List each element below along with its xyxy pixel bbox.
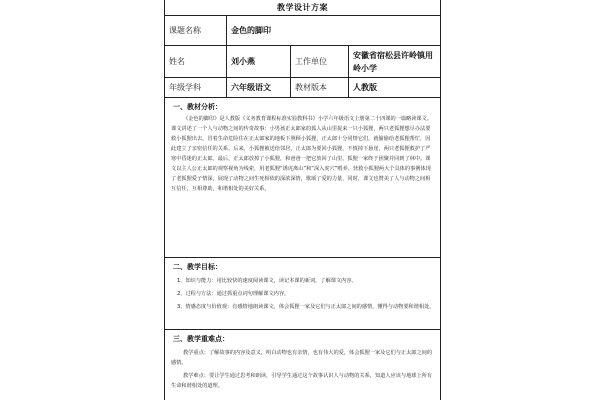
goals-section (165, 258, 440, 330)
topic-value-cell (227, 16, 440, 45)
work-value: 安徽省宿松县许岭镇用岭小学 (353, 50, 433, 73)
grade-value-cell (227, 78, 291, 97)
grade-row (165, 78, 440, 98)
keypoints-section (165, 330, 440, 400)
name-row (165, 46, 440, 78)
analysis-section (165, 98, 440, 258)
edition-value-cell (349, 78, 440, 97)
work-value-cell (349, 46, 440, 77)
goal-item: 1、知识与能力：用比较快的速度阅读课文，读记本课的新词，了解课文内容。 (177, 278, 357, 284)
edition-value: 人教版 (353, 83, 377, 92)
goal-item: 3、情感态度与价值观：有感情地朗读课文，体会狐狸一家及它们与正太郎之间的感情，懂得与动物要和谐相处。 (177, 304, 435, 310)
topic-row (165, 16, 440, 46)
name-label: 姓名 (169, 57, 185, 66)
edition-label-cell (291, 78, 349, 97)
work-label: 工作单位 (295, 57, 327, 66)
name-value-cell (227, 46, 291, 77)
topic-label: 课题名称 (169, 26, 201, 35)
lesson-plan-sheet (164, 0, 441, 400)
document-title: 教学设计方案 (277, 3, 328, 12)
goal-item: 2、过程与方法：通过抓重点词句理解课文内容。 (177, 291, 290, 297)
title-row (165, 0, 440, 16)
analysis-paragraph: 《金色的脚印》是人教版《义务教育课程标准实验教科书》小学六年级语文上册第二十四课的一篇略读课文。课文讲述了一个人与动物之间的传奇故事：小男孩正太郎家的狐人从山里捉来一只小狐狸，两只老狐狸想尽办法要救小狐狸出去，冒着生命危险住在正太郎家的地板下照顾小狐狸，正太郎十分同情它们，就偷偷给老狐狸帮忙，因此建立了亲密信任的关系。后来，小狐狸被送给邻居，正太郎为要回小狐狸，不慎掉下悬崖，两只老狐狸救护了严寒中昏迷的正太郎。最后，正太郎放掉了小狐狸，和爸爸一把它放回了山里。狐狸一家终于团聚并回到了林中。课文以主人公正太郎的观察视角为线索，用老狐狸“诱虎离山”和“深入虎穴”喂养、营救小狐狸两大个具体的事例体现了老狐狸爱子情深，展现了动物之间生死相依的深浓深情，歌颂了爱的力量，同时，课文也赞美了人与动物之间相互信任，互相尊助，和谐相处的美好关系。 (171, 116, 433, 192)
keypoint-text: 教学重点：了解故事的内容及意义，明白动物也有亲情，也有伟大的爱，体会狐狸一家及它们与正太郎之间的感情。 (171, 350, 433, 366)
grade-value: 六年级语文 (231, 83, 271, 92)
name-value: 刘小燕 (231, 57, 255, 66)
work-label-cell (291, 46, 349, 77)
edition-label: 教材版本 (295, 83, 327, 92)
goals-heading: 二、教学目标： (173, 263, 222, 271)
analysis-heading: 一、教材分析： (173, 103, 222, 111)
topic-label-cell (165, 16, 227, 45)
topic-value: 金色的脚印 (231, 26, 271, 35)
difficulty-text: 教学难点：要让学生通过思考和朗读，引导学生通过这个故事认识人与动物的关系，知道人应该与地球上所有生命和谐相处的道理。 (171, 373, 433, 389)
name-label-cell (165, 46, 227, 77)
grade-label-cell (165, 78, 227, 97)
keypoints-heading: 三、教学重难点： (173, 335, 229, 343)
grade-label: 年级学科 (169, 83, 201, 92)
